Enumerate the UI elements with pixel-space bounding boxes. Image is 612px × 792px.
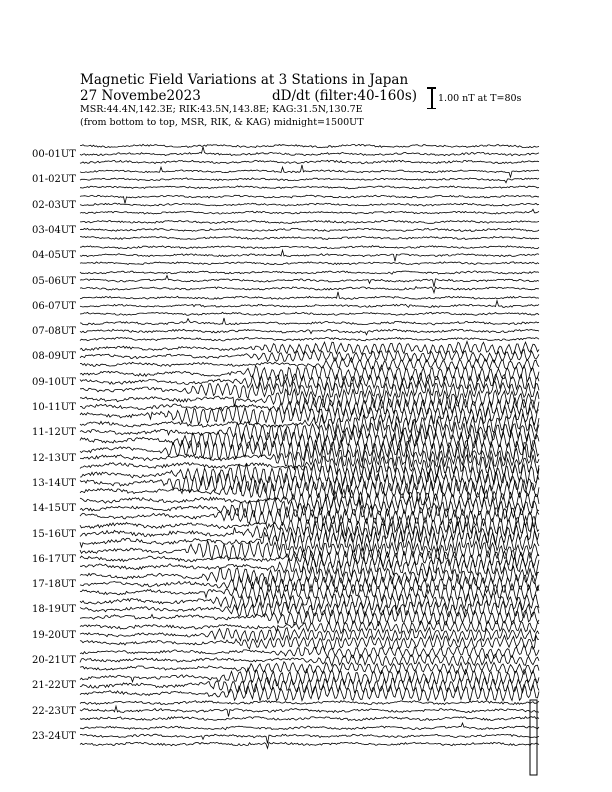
trace-msr-02-03UT [80, 195, 539, 203]
hour-label: 18-19UT [32, 604, 76, 616]
trace-kag-12-13UT [80, 455, 539, 477]
trace-kag-06-07UT [80, 312, 539, 315]
trace-rik-07-08UT [80, 329, 539, 335]
trace-msr-18-19UT [80, 593, 539, 610]
hour-label: 00-01UT [32, 149, 76, 160]
hour-label: 04-05UT [32, 250, 76, 262]
trace-rik-18-19UT [80, 601, 539, 618]
hour-label: 06-07UT [32, 300, 76, 312]
hour-label: 10-11UT [32, 402, 76, 413]
trace-kag-04-05UT [80, 262, 539, 265]
hour-label: 14-15UT [32, 503, 76, 515]
scale-label: 1.00 nT at T=80s [438, 93, 522, 104]
hour-label: 21-22UT [32, 680, 76, 692]
trace-rik-01-02UT [80, 178, 539, 183]
trace-kag-02-03UT [80, 209, 539, 214]
hour-label: 01-02UT [32, 174, 76, 186]
trace-kag-07-08UT [80, 337, 539, 341]
trace-kag-05-06UT [80, 287, 539, 293]
trace-msr-06-07UT [80, 292, 539, 299]
trace-msr-22-23UT [80, 701, 539, 705]
trace-rik-00-01UT [80, 147, 539, 156]
chart-method: dD/dt (filter:40-160s) [272, 88, 418, 104]
trace-rik-22-23UT [80, 706, 539, 716]
hour-label: 03-04UT [32, 224, 76, 236]
trace-rik-04-05UT [80, 250, 539, 261]
hour-label: 12-13UT [32, 452, 76, 464]
hour-label: 02-03UT [32, 199, 76, 211]
trace-rik-02-03UT [80, 203, 539, 206]
hour-label: 22-23UT [32, 705, 76, 717]
trace-order-note: (from bottom to top, MSR, RIK, & KAG) midnight=1500UT [80, 117, 364, 128]
trace-msr-04-05UT [80, 246, 539, 249]
trace-msr-12-13UT [80, 440, 539, 462]
hour-label: 23-24UT [32, 730, 76, 742]
trace-rik-03-04UT [80, 228, 539, 231]
trace-kag-17-18UT [80, 582, 539, 602]
hour-label: 20-21UT [32, 655, 76, 666]
trace-rik-13-14UT [80, 472, 539, 497]
hour-label: 05-06UT [32, 275, 76, 287]
trace-msr-03-04UT [80, 220, 539, 223]
trace-msr-23-24UT [80, 723, 539, 730]
hour-label: 17-18UT [32, 579, 76, 591]
hour-label: 11-12UT [32, 427, 76, 439]
hour-label: 09-10UT [32, 376, 76, 388]
hour-label: 07-08UT [32, 326, 76, 338]
hour-label: 16-17UT [32, 553, 76, 565]
trace-kag-23-24UT [80, 742, 539, 748]
hour-label: 08-09UT [32, 351, 76, 363]
trace-rik-23-24UT [80, 734, 539, 743]
chart-title: Magnetic Field Variations at 3 Stations in Japan [80, 72, 409, 88]
trace-kag-21-22UT [80, 684, 539, 701]
hour-label: 15-16UT [32, 528, 76, 540]
station-coordinates: MSR:44.4N,142.3E; RIK:43.5N,143.8E; KAG:31.5N,130.7E [80, 104, 363, 115]
trace-kag-01-02UT [80, 186, 539, 189]
trace-kag-03-04UT [80, 237, 539, 240]
trace-msr-10-11UT [80, 389, 539, 409]
trace-kag-19-20UT [80, 635, 539, 650]
trace-msr-07-08UT [80, 318, 539, 325]
trace-kag-22-23UT [80, 717, 539, 721]
trace-rik-05-06UT [80, 276, 539, 287]
trace-msr-05-06UT [80, 271, 539, 274]
trace-msr-08-09UT [80, 341, 539, 354]
hour-label: 13-14UT [32, 477, 76, 489]
hour-label: 19-20UT [32, 629, 76, 641]
trace-kag-00-01UT [80, 160, 539, 163]
trace-kag-20-21UT [80, 662, 539, 675]
trace-msr-00-01UT [80, 144, 539, 147]
chart-date: 27 Novembe2023 [80, 88, 201, 104]
trace-rik-21-22UT [80, 677, 539, 694]
trace-rik-06-07UT [80, 301, 539, 308]
trace-msr-01-02UT [80, 165, 539, 177]
